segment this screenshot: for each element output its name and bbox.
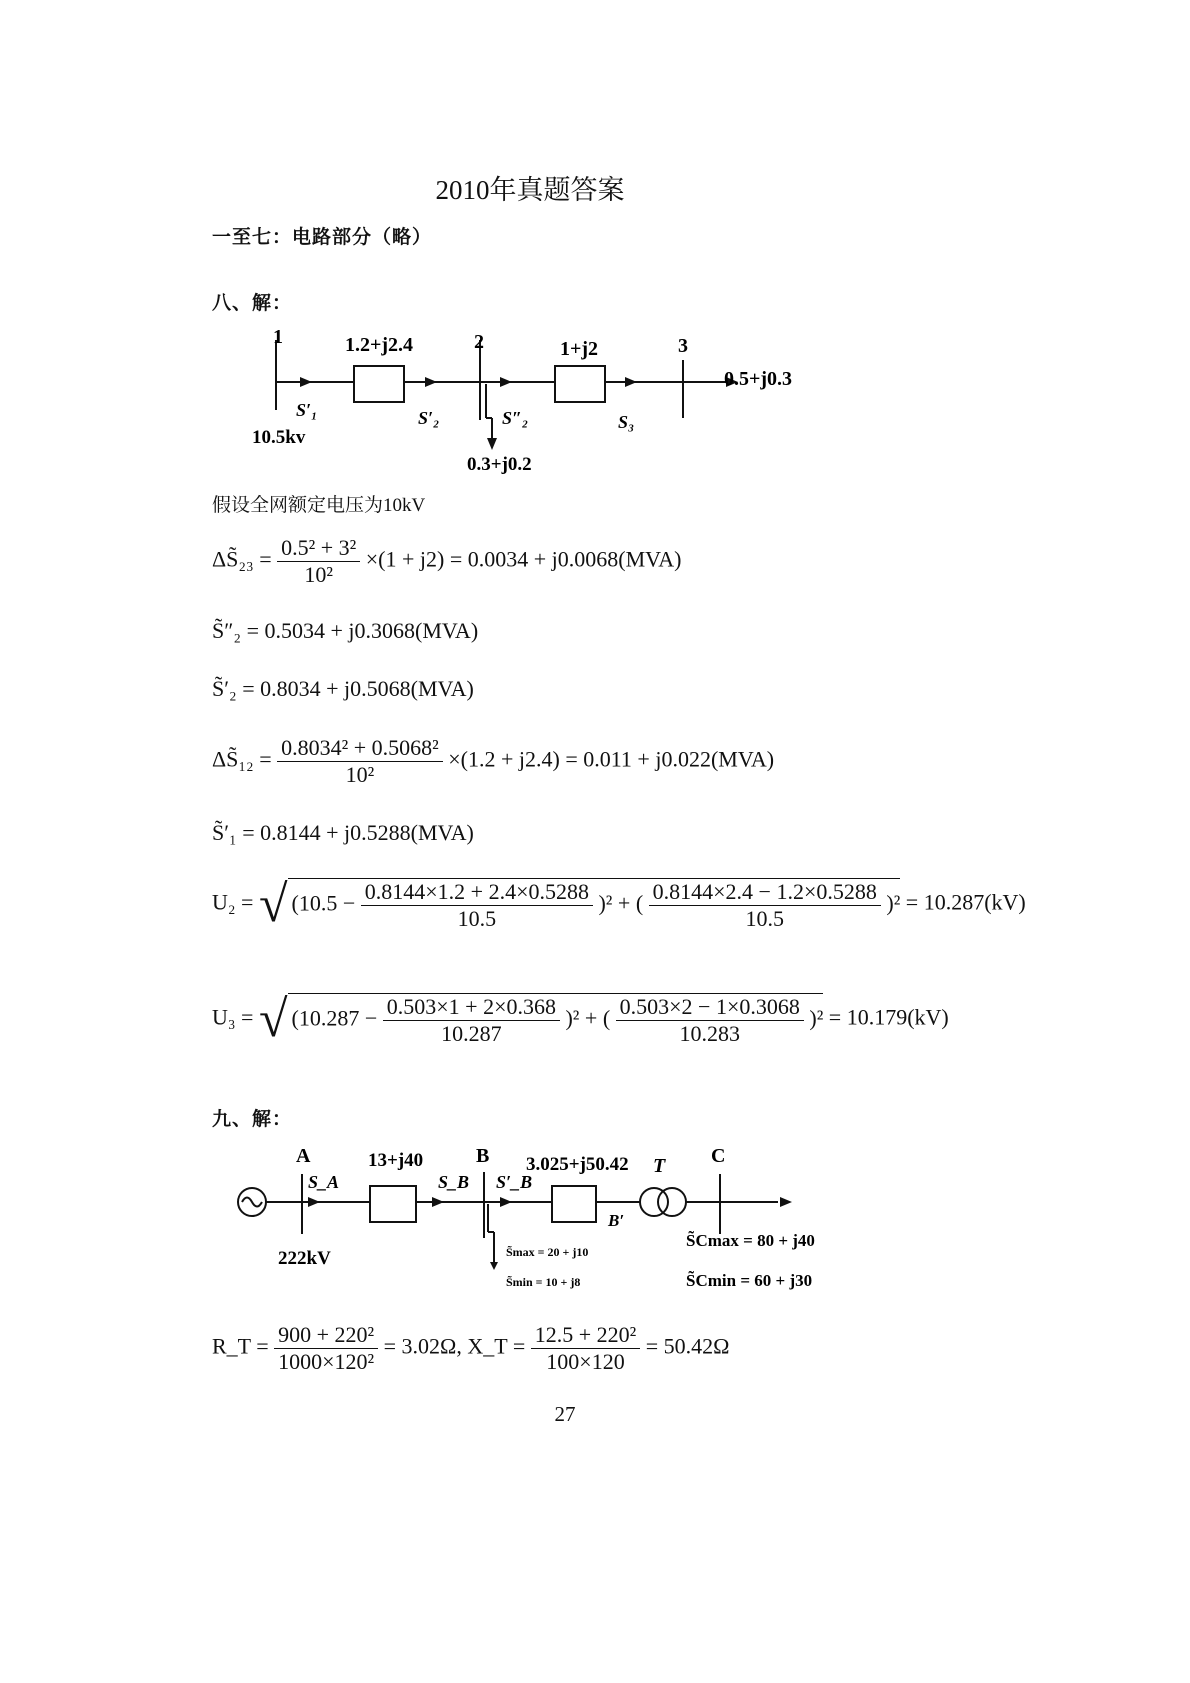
eq-numerator: 0.503×1 + 2×0.368: [383, 994, 560, 1021]
transformer-label: T: [653, 1155, 666, 1177]
transformer-winding-1: [640, 1188, 668, 1216]
power-s2-label: S′₂: [418, 408, 440, 428]
network-diagram-2: [230, 1138, 830, 1298]
eq-rhs: ×(1.2 + j2.4) = 0.011 + j0.022(MVA): [448, 746, 775, 772]
equation-u2: U₂ = √ (10.5 − $\frac{0.8144\times 1.2 + 2.4\times 0.5288}{10.5}$ )² + ( $\frac{0.8144\times 2.4 - 1.2\times 0.5288}{10.5}$ )² = 10.287(kV): [212, 876, 1026, 933]
equation-delta-s23: [212, 535, 681, 588]
node-b-prime-label: B′: [608, 1211, 625, 1230]
source-voltage-label: 222kV: [278, 1248, 331, 1269]
eq-denominator: 10.287: [441, 1020, 502, 1046]
eq-numerator: 12.5 + 220²: [531, 1322, 641, 1349]
eq-rhs: = 50.42Ω: [645, 1333, 730, 1359]
power-s3-label: S₃: [618, 412, 635, 432]
page-title: 2010年真题答案: [435, 175, 625, 205]
eq-numerator: 0.5² + 3²: [277, 535, 360, 562]
load-scmin-label: S̃Cmin = 60 + j30: [686, 1271, 813, 1290]
section-circuit-omitted: 一至七：电路部分（略）: [212, 227, 433, 248]
eq-numerator: 0.8034² + 0.5068²: [277, 735, 443, 762]
eq-numerator: 0.8144×1.2 + 2.4×0.5288: [361, 879, 593, 906]
eq-lhs: ΔS̃₁₂ =: [212, 746, 272, 772]
node-2-label: 2: [474, 331, 484, 353]
node-3-label: 3: [678, 335, 688, 357]
eq-denominator: 10.283: [679, 1020, 740, 1046]
impedance-box-23: [555, 366, 605, 402]
power-sb-label: S_B: [438, 1172, 470, 1192]
load-3-label: 0.5+j0.3: [724, 368, 793, 390]
equation-rt-xt: [212, 1322, 730, 1375]
eq-part: )²: [809, 1005, 824, 1031]
eq-rhs: = 10.179(kV): [828, 1004, 949, 1030]
eq-part: (10.5 −: [291, 890, 356, 916]
impedance-23-label: 1+j2: [560, 338, 599, 360]
eq-rhs: ×(1 + j2) = 0.0034 + j0.0068(MVA): [365, 546, 682, 572]
impedance-box-12: [354, 366, 404, 402]
problem-8-label: 八、解：: [212, 293, 293, 314]
power-sa-label: S_A: [308, 1172, 340, 1192]
load-2-label: 0.3+j0.2: [467, 454, 532, 475]
node-1-label: 1: [273, 326, 283, 348]
load-scmax-label: S̃Cmax = 80 + j40: [686, 1231, 815, 1250]
node-b-label: B: [476, 1145, 490, 1167]
eq-numerator: 0.8144×2.4 − 1.2×0.5288: [649, 879, 881, 906]
equation-s2-prime: S̃′₂ = 0.8034 + j0.5068(MVA): [212, 676, 474, 701]
eq-numerator: 900 + 220²: [274, 1322, 378, 1349]
eq-lhs: U₃ =: [212, 1004, 254, 1030]
power-sb-prime-label: S′_B: [496, 1172, 533, 1192]
impedance-box-bc: [552, 1186, 596, 1222]
page-number: 27: [554, 1402, 576, 1426]
impedance-bc-label: 3.025+j50.42: [526, 1154, 629, 1175]
node-a-label: A: [296, 1145, 311, 1167]
eq-denominator: 10.5: [457, 905, 497, 931]
power-s1-label: S′₁: [296, 400, 318, 420]
eq-lhs: ΔS̃₂₃ =: [212, 546, 272, 572]
source-voltage-label: 10.5kv: [252, 427, 306, 448]
load-smax-label: S̃max = 20 + j10: [506, 1245, 589, 1259]
problem-9-label: 九、解：: [212, 1109, 293, 1130]
equation-delta-s12: [212, 735, 774, 788]
eq-part: )² + (: [565, 1005, 611, 1031]
power-s2pp-label: S″₂: [502, 408, 529, 428]
eq-mid: = 3.02Ω, X_T =: [383, 1333, 526, 1359]
eq-denominator: 10²: [304, 562, 333, 587]
eq-numerator: 0.503×2 − 1×0.3068: [616, 994, 804, 1021]
eq-lhs: U₂ =: [212, 889, 254, 915]
assumption-text: 假设全网额定电压为10kV: [212, 495, 426, 516]
eq-denominator: 10²: [345, 762, 375, 787]
eq-lhs: R_T =: [212, 1333, 269, 1359]
eq-denominator: 10.5: [745, 905, 784, 931]
impedance-12-label: 1.2+j2.4: [345, 334, 414, 356]
equation-s1-prime: S̃′₁ = 0.8144 + j0.5288(MVA): [212, 820, 474, 845]
node-c-label: C: [711, 1145, 726, 1167]
load-smin-label: S̃min = 10 + j8: [506, 1275, 581, 1289]
eq-denominator: 1000×120²: [278, 1349, 375, 1374]
eq-part: (10.287 −: [291, 1005, 378, 1031]
eq-part: )²: [886, 890, 901, 916]
transformer-winding-2: [658, 1188, 686, 1216]
equation-s2-double-prime: S̃″₂ = 0.5034 + j0.3068(MVA): [212, 618, 479, 643]
eq-denominator: 100×120: [546, 1349, 625, 1374]
impedance-ab-label: 13+j40: [368, 1150, 424, 1171]
network-diagram-1: [230, 320, 830, 480]
equation-u3: U₃ = √ (10.287 − $\frac{0.503\times 1 + 2\times 0.368}{10.287}$ )² + ( $\frac{0.503\times 2 - 1\times 0.3068}{10.283}$ )² = 10.179(kV): [212, 991, 949, 1048]
eq-rhs: = 10.287(kV): [905, 889, 1026, 915]
impedance-box-ab: [370, 1186, 416, 1222]
eq-part: )² + (: [598, 890, 644, 916]
